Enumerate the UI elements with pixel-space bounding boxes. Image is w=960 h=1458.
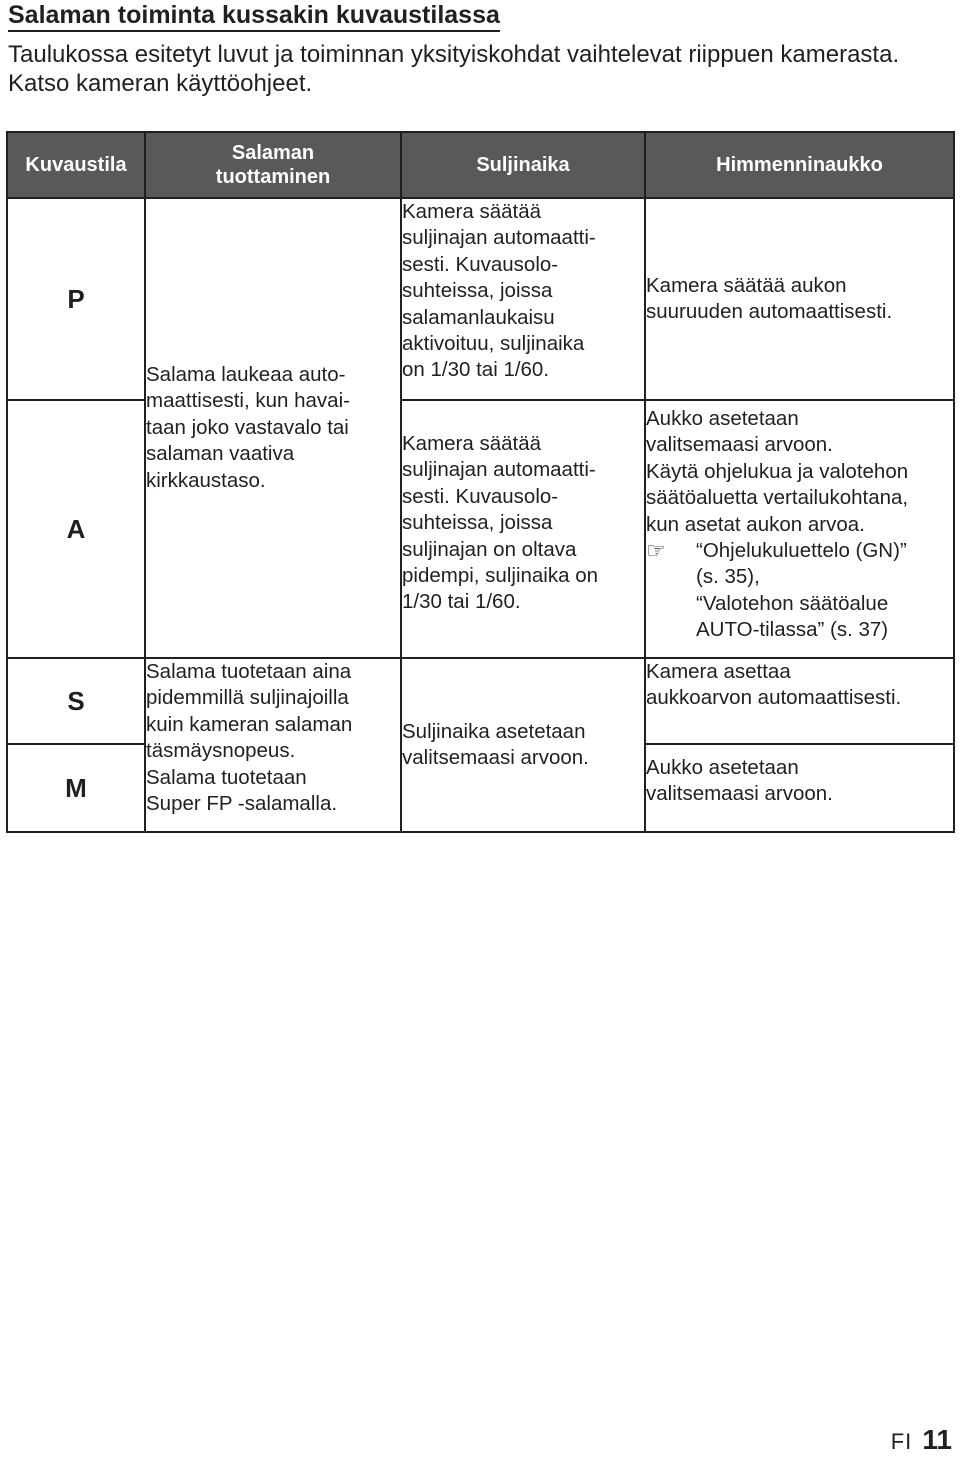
- aperture-cell-s: [645, 658, 954, 744]
- aperture-cell-a: [645, 400, 954, 658]
- mode-m: M: [7, 744, 145, 832]
- header-aperture: Himmenninaukko: [645, 132, 954, 198]
- aperture-cell-p: [645, 198, 954, 400]
- table-row-p: [7, 198, 954, 400]
- flash-text-pa: Salama laukeaa auto- maattisesti, kun havai- taan joko vastavalo tai salaman vaativa kirkkaustaso.: [146, 362, 350, 492]
- shutter-cell-a: [401, 400, 645, 658]
- aperture-text-a: Aukko asetetaan valitsemaasi arvoon. Käytä ohjelukua ja valotehon säätöaluetta vertailukohtana, kun asetat aukon arvoa.: [646, 407, 909, 536]
- header-flash: [145, 132, 401, 198]
- flash-text-sm: Salama tuotetaan aina pidemmillä suljinajoilla kuin kameran salaman täsmäysnopeus. Salama tuotetaan Super FP -salamalla.: [146, 660, 353, 816]
- aperture-cell-m: [645, 744, 954, 832]
- aperture-text-p: Kamera säätää aukon suuruuden automaattisesti.: [646, 273, 893, 323]
- mode-p: P: [7, 198, 145, 400]
- shutter-text-sm: Suljinaika asetetaan valitsemaasi arvoon.: [402, 719, 589, 769]
- shutter-cell-sm: [401, 658, 645, 832]
- header-flash-line1: Salaman: [231, 142, 315, 164]
- flash-mode-table: [6, 131, 955, 833]
- intro-text: Taulukossa esitetyt luvut ja toiminnan yksityiskohdat vaihtelevat riippuen kamerasta. Katso kameran käyttöohjeet.: [8, 41, 900, 97]
- flash-cell-pa: [145, 198, 401, 658]
- mode-a: A: [7, 400, 145, 658]
- aperture-text-s: Kamera asettaa aukkoarvon automaattisesti.: [646, 660, 902, 710]
- header-shutter: Suljinaika: [401, 132, 645, 198]
- aperture-reference-text: “Ohjelukuluettelo (GN)” (s. 35), “Valotehon säätöalue AUTO-tilassa” (s. 37): [696, 539, 907, 642]
- aperture-text-m: Aukko asetetaan valitsemaasi arvoon.: [646, 756, 833, 806]
- page-title: Salaman toiminta kussakin kuvaustilassa: [8, 0, 500, 32]
- table-header-row: [7, 132, 954, 198]
- mode-s: S: [7, 658, 145, 744]
- shutter-cell-p: [401, 198, 645, 400]
- header-mode: Kuvaustila: [7, 132, 145, 198]
- shutter-text-a: Kamera säätää suljinajan automaatti- sesti. Kuvausolo- suhteissa, joissa suljinajan on oltava pidempi, suljinaika on 1/30 tai 1/60.: [402, 432, 599, 614]
- flash-cell-sm: [145, 658, 401, 832]
- header-flash-line2: tuottaminen: [215, 166, 331, 188]
- table-row-s: [7, 658, 954, 744]
- language-code: FI: [890, 1429, 913, 1454]
- page-number: 11: [922, 1424, 952, 1455]
- aperture-reference: [646, 538, 953, 644]
- pointing-hand-icon: ☞: [646, 538, 666, 564]
- page-footer: [891, 1424, 952, 1456]
- shutter-text-p: Kamera säätää suljinajan automaatti- sesti. Kuvausolo- suhteissa, joissa salamanlaukaisu aktivoituu, suljinaika on 1/30 tai 1/60.: [402, 200, 596, 382]
